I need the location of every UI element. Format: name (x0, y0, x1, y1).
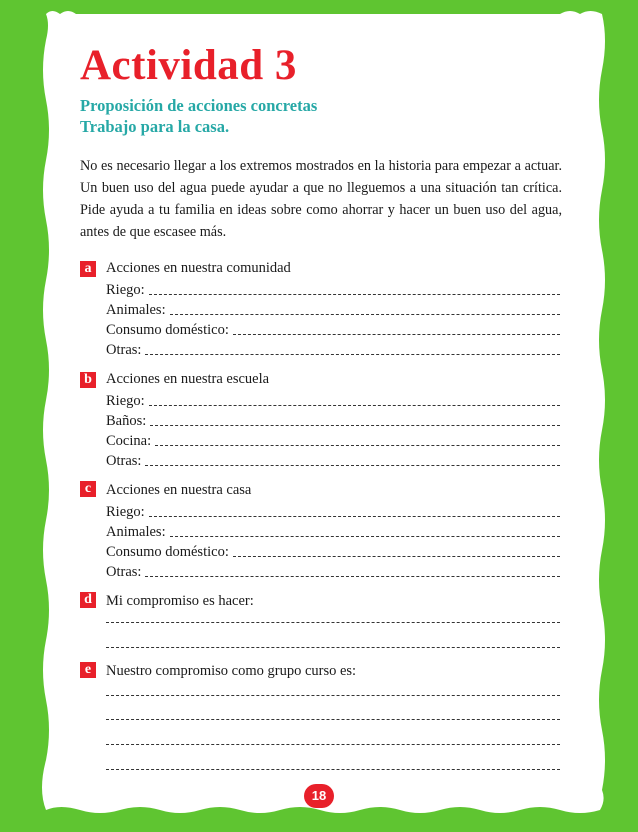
section-b-heading: Acciones en nuestra escuela (106, 371, 270, 387)
section-c-field-riego[interactable] (106, 503, 560, 519)
subtitle-homework: Trabajo para la casa. (80, 117, 230, 136)
page-title: Actividad 3 (80, 42, 297, 89)
field-label: Riego: (106, 503, 145, 520)
field-label: Otras: (106, 563, 142, 580)
section-a-field-otras[interactable] (106, 341, 560, 357)
answer-line[interactable] (149, 294, 560, 295)
field-label: Otras: (106, 341, 142, 358)
field-label: Otras: (106, 452, 142, 469)
field-label: Baños: (106, 412, 147, 429)
section-e-heading: Nuestro compromiso como grupo curso es: (106, 663, 357, 679)
section-b-badge: b (80, 372, 96, 388)
section-d-badge: d (80, 592, 96, 608)
section-c-field-animales[interactable] (106, 523, 560, 539)
answer-line[interactable] (233, 556, 560, 557)
section-c-field-consumo[interactable] (106, 543, 560, 559)
section-c-field-otras[interactable] (106, 563, 560, 579)
answer-line[interactable] (150, 425, 560, 426)
page-number-badge: 18 (304, 784, 334, 808)
section-e-answer-line-3[interactable] (106, 744, 560, 745)
section-e-badge: e (80, 662, 96, 678)
section-b-field-otras[interactable] (106, 452, 560, 468)
section-d-heading: Mi compromiso es hacer: (106, 593, 254, 609)
section-a-field-animales[interactable] (106, 301, 560, 317)
answer-line[interactable] (155, 445, 560, 446)
section-b-field-riego[interactable] (106, 392, 560, 408)
section-c-badge: c (80, 481, 96, 497)
section-d-answer-line-2[interactable] (106, 647, 560, 648)
section-b-field-cocina[interactable] (106, 432, 560, 448)
answer-line[interactable] (149, 405, 560, 406)
intro-paragraph: No es necesario llegar a los extremos mostrados en la historia para empezar a actuar. Un buen uso del agua puede ayudar a que no lleguemos a una situación tan crítica. Pide ayuda a tu familia en ideas sobre como ahorrar y hacer un buen uso del agua, antes de que escasee más. (80, 158, 562, 240)
section-c-heading: Acciones en nuestra casa (106, 482, 252, 498)
field-label: Consumo doméstico: (106, 321, 229, 338)
answer-line[interactable] (145, 354, 560, 355)
section-a-field-riego[interactable] (106, 281, 560, 297)
answer-line[interactable] (170, 314, 560, 315)
answer-line[interactable] (145, 465, 560, 466)
section-b-field-banos[interactable] (106, 412, 560, 428)
section-a-heading: Acciones en nuestra comunidad (106, 260, 291, 276)
answer-line[interactable] (145, 576, 560, 577)
field-label: Consumo doméstico: (106, 543, 229, 560)
section-e-answer-line-4[interactable] (106, 769, 560, 770)
answer-line[interactable] (170, 536, 560, 537)
answer-line[interactable] (233, 334, 560, 335)
section-a-badge: a (80, 261, 96, 277)
section-e-answer-line-1[interactable] (106, 695, 560, 696)
field-label: Animales: (106, 523, 166, 540)
section-d-answer-line-1[interactable] (106, 622, 560, 623)
subtitle-proposal: Proposición de acciones concretas (80, 96, 318, 115)
field-label: Cocina: (106, 432, 152, 449)
field-label: Riego: (106, 392, 145, 409)
section-e-answer-line-2[interactable] (106, 719, 560, 720)
section-a-field-consumo[interactable] (106, 321, 560, 337)
answer-line[interactable] (149, 516, 560, 517)
field-label: Riego: (106, 281, 145, 298)
field-label: Animales: (106, 301, 166, 318)
